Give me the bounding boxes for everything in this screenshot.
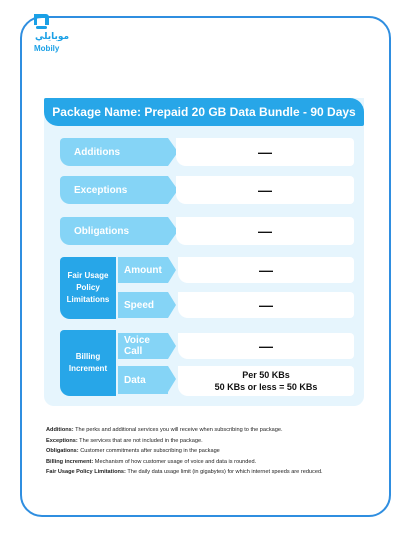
amount-label: Amount: [118, 257, 168, 283]
package-name-header: [44, 98, 364, 126]
amount-value: —: [178, 257, 354, 283]
logo-english-text: Mobily: [34, 44, 60, 53]
additions-value: —: [176, 138, 354, 166]
note-term: Additions:: [46, 427, 74, 433]
note-billing-increment: [46, 458, 366, 466]
note-text: Mechanism of how customer usage of voice and data is rounded.: [93, 458, 257, 465]
data-value: [178, 366, 354, 396]
note-term: Obligations:: [46, 448, 79, 454]
exceptions-value: —: [176, 176, 354, 204]
note-text: The perks and additional services you will receive when subscribing to the package.: [73, 427, 283, 433]
definitions-notes: [46, 426, 366, 479]
voice-call-value: —: [178, 333, 354, 359]
data-value-line2: 50 KBs or less = 50 KBs: [214, 382, 318, 392]
exceptions-row: [60, 176, 354, 204]
billing-increment-label: Billing Increment: [60, 330, 116, 396]
mobily-logo-icon: [30, 10, 52, 32]
note-text: Customer commitments after subscribing in the package: [78, 448, 220, 454]
note-text: The services that are not included in the package.: [77, 437, 203, 444]
obligations-label: Obligations: [60, 217, 168, 245]
obligations-value: —: [176, 217, 354, 245]
data-label: Data: [118, 366, 168, 394]
logo-arabic-text: موبايلي: [35, 32, 70, 42]
note-text: The daily data usage limit (in gigabytes) for which internet speeds are reduced.: [125, 469, 323, 475]
note-additions: [46, 426, 366, 434]
note-exceptions: [46, 437, 366, 445]
obligations-row: [60, 217, 354, 245]
note-fair-usage: [46, 468, 366, 476]
data-value-line1: Per 50 KBs: [242, 370, 290, 380]
additions-row: [60, 138, 354, 166]
note-term: Billing increment:: [46, 458, 94, 465]
speed-value: —: [178, 292, 354, 318]
voice-call-label: Voice Call: [118, 333, 168, 359]
additions-label: Additions: [60, 138, 168, 166]
fair-usage-label: Fair Usage Policy Limitations: [60, 257, 116, 319]
note-obligations: [46, 447, 366, 455]
exceptions-label: Exceptions: [60, 176, 168, 204]
speed-label: Speed: [118, 292, 168, 318]
package-name-text: Package Name: Prepaid 20 GB Data Bundle - 90 Days: [52, 105, 356, 119]
note-term: Exceptions:: [46, 437, 78, 444]
note-term: Fair Usage Policy Limitations:: [46, 469, 126, 475]
mobily-logo: [30, 10, 80, 53]
